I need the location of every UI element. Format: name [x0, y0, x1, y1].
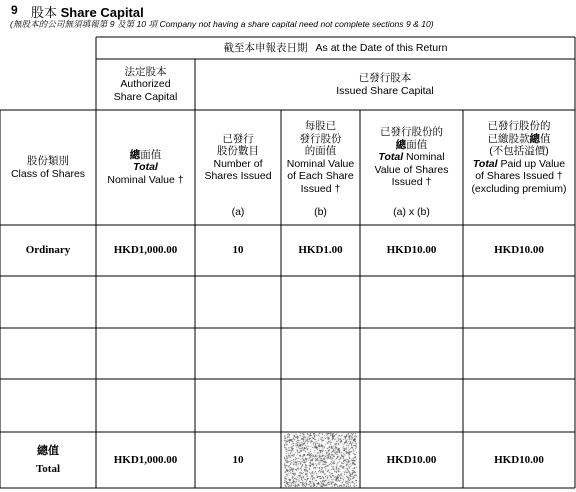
row-authorized: HKD1,000.00	[113, 244, 178, 257]
col-nominal-zh-bold: 總	[129, 148, 141, 161]
header-authorized-en2: Share Capital	[113, 90, 178, 103]
col-issued-total-zh2-rest: 面值	[406, 138, 428, 151]
row-class: Ordinary	[25, 244, 71, 257]
col-each-en1: Nominal Value	[286, 157, 355, 170]
row-total-nominal: HKD10.00	[386, 244, 437, 257]
col-total-paid-up	[463, 110, 575, 205]
col-issued-total-zh2-bold: 總	[395, 138, 407, 151]
col-number-zh2: 股份數目	[217, 145, 259, 157]
col-issued-total-total: Total	[378, 151, 404, 164]
col-paid-en1-text: Paid up Value	[500, 157, 566, 170]
col-total-nominal-issued	[360, 110, 463, 205]
total-paid-up: HKD10.00	[494, 453, 544, 466]
col-total-nominal-value	[96, 110, 195, 225]
section-note: (無股本的公司無須填報第 9 及第 10 項 Company not having a share capital need not complete sections 9 & 10)	[10, 19, 434, 29]
col-each-zh1: 每股已	[304, 120, 337, 132]
col-paid-zh3: (不包括溢價)	[489, 145, 549, 157]
col-number-zh1: 已發行	[222, 132, 254, 145]
header-date-en: As at the Date of this Return	[315, 41, 448, 54]
header-authorized-zh: 法定股本	[124, 65, 167, 78]
col-class-zh: 股份類別	[27, 155, 69, 167]
col-nominal-en: Nominal Value †	[107, 173, 184, 186]
shaded-cell	[284, 433, 357, 487]
col-number-of-shares	[195, 110, 281, 205]
total-label-en: Total	[35, 463, 61, 475]
col-paid-zh2-bold: 總	[529, 132, 540, 145]
col-nominal-zh-rest: 面值	[140, 148, 162, 161]
col-issued-total-en1	[378, 151, 444, 164]
col-number-sub: (a)	[231, 206, 245, 218]
row-each: HKD1.00	[298, 244, 343, 257]
header-authorized-en1: Authorized	[120, 78, 171, 91]
col-nominal-each-share	[281, 110, 360, 205]
col-class-en: Class of Shares	[10, 167, 86, 180]
col-paid-en1	[473, 158, 565, 171]
header-issued-zh: 已發行股本	[358, 72, 412, 84]
total-authorized: HKD1,000.00	[113, 453, 178, 466]
total-number: 10	[232, 453, 244, 466]
col-nominal-total: Total	[133, 161, 158, 174]
col-paid-zh2	[488, 133, 551, 146]
row-number: 10	[232, 244, 244, 257]
header-issued-en: Issued Share Capital	[336, 84, 434, 97]
col-number-en1: Number of	[213, 157, 263, 170]
col-issued-total-en3: Issued †	[391, 176, 432, 189]
section-title-zh: 股本	[31, 5, 58, 20]
col-each-zh2: 發行股份	[299, 132, 342, 145]
section-title-en: Share Capital	[60, 5, 144, 20]
row-paid-up: HKD10.00	[494, 244, 544, 257]
col-issued-total-zh1: 已發行股份的	[380, 126, 443, 139]
col-paid-en2: of Shares Issued †	[475, 170, 563, 182]
col-each-en2: of Each Share	[287, 170, 354, 182]
col-paid-zh2a: 已繳股款	[487, 132, 530, 145]
col-paid-en3: (excluding premium)	[471, 182, 567, 195]
total-label	[0, 432, 96, 488]
col-issued-total-en1-text: Nominal	[406, 151, 445, 164]
col-each-sub: (b)	[314, 206, 327, 218]
col-issued-total-zh2	[396, 139, 428, 152]
col-issued-total-en2: Value of Shares	[374, 163, 449, 176]
header-issued	[195, 59, 575, 110]
col-number-en2: Shares Issued	[204, 170, 272, 182]
col-each-en3: Issued †	[300, 182, 341, 195]
col-class-of-shares	[0, 110, 96, 225]
section-number: 9	[11, 3, 18, 17]
col-nominal-zh	[130, 149, 162, 162]
col-paid-zh2b: 值	[540, 132, 551, 145]
header-date	[96, 37, 575, 59]
total-label-zh: 總值	[37, 444, 59, 457]
col-paid-zh1: 已發行股份的	[487, 120, 551, 132]
col-paid-total: Total	[472, 157, 498, 170]
total-nominal: HKD10.00	[386, 453, 437, 466]
header-date-zh: 截至本申報表日期	[223, 41, 308, 54]
col-each-zh3: 的面值	[304, 145, 337, 157]
header-authorized	[96, 59, 195, 110]
col-issued-total-sub: (a) x (b)	[393, 206, 430, 218]
